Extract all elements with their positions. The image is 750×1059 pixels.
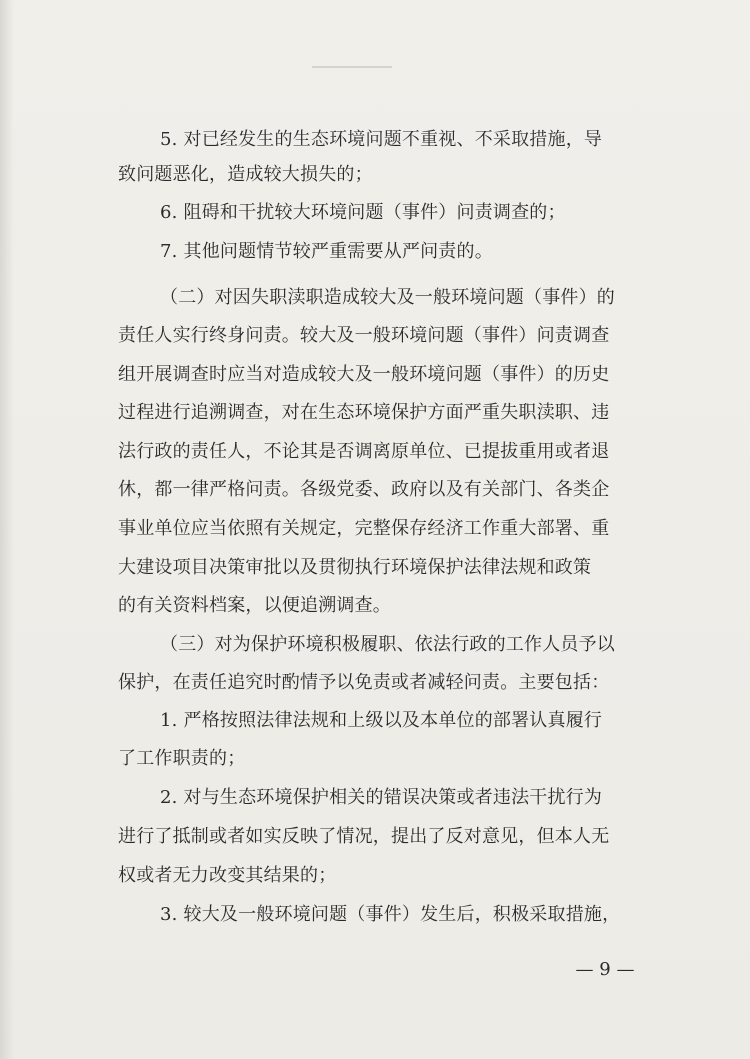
text-line-3: 6. 阻碍和干扰较大环境问题（事件）问责调查的； — [160, 202, 566, 223]
text-line-17: 了工作职责的； — [118, 748, 246, 769]
text-line-9: 法行政的责任人，不论其是否调离原单位、已提拔重用或者退 — [118, 441, 610, 462]
page-number: — 9 — — [575, 959, 635, 980]
text-line-7: 组开展调查时应当对造成较大及一般环境问题（事件）的历史 — [118, 364, 610, 385]
text-line-12: 大建设项目决策审批以及贯彻执行环境保护法律法规和政策 — [118, 557, 592, 578]
text-line-15: 保护，在责任追究时酌情予以免责或者减轻问责。主要包括： — [118, 672, 610, 693]
text-line-10: 休，都一律严格问责。各级党委、政府以及有关部门、各类企 — [118, 479, 610, 500]
text-line-6: 责任人实行终身问责。较大及一般环境问题（事件）问责调查 — [118, 325, 610, 346]
text-line-18: 2. 对与生态环境保护相关的错误决策或者违法干扰行为 — [160, 787, 603, 808]
text-line-8: 过程进行追溯调查，对在生态环境保护方面严重失职渎职、违 — [118, 402, 610, 423]
text-line-14: （三）对为保护环境积极履职、依法行政的工作人员予以 — [160, 634, 615, 655]
text-line-16: 1. 严格按照法律法规和上级以及本单位的部署认真履行 — [160, 710, 603, 731]
text-line-11: 事业单位应当依照有关规定，完整保存经济工作重大部署、重 — [118, 518, 610, 539]
text-line-2: 致问题恶化，造成较大损失的； — [118, 164, 373, 185]
text-line-19: 进行了抵制或者如实反映了情况，提出了反对意见，但本人无 — [118, 826, 610, 847]
text-line-1: 5. 对已经发生的生态环境问题不重视、不采取措施，导 — [160, 129, 603, 150]
text-line-4: 7. 其他问题情节较严重需要从严问责的。 — [160, 241, 493, 262]
text-line-13: 的有关资料档案，以便追溯调查。 — [118, 595, 391, 616]
text-line-20: 权或者无力改变其结果的； — [118, 865, 337, 886]
text-line-21: 3. 较大及一般环境问题（事件）发生后，积极采取措施， — [160, 904, 621, 925]
text-line-5: （二）对因失职渎职造成较大及一般环境问题（事件）的 — [160, 287, 615, 308]
